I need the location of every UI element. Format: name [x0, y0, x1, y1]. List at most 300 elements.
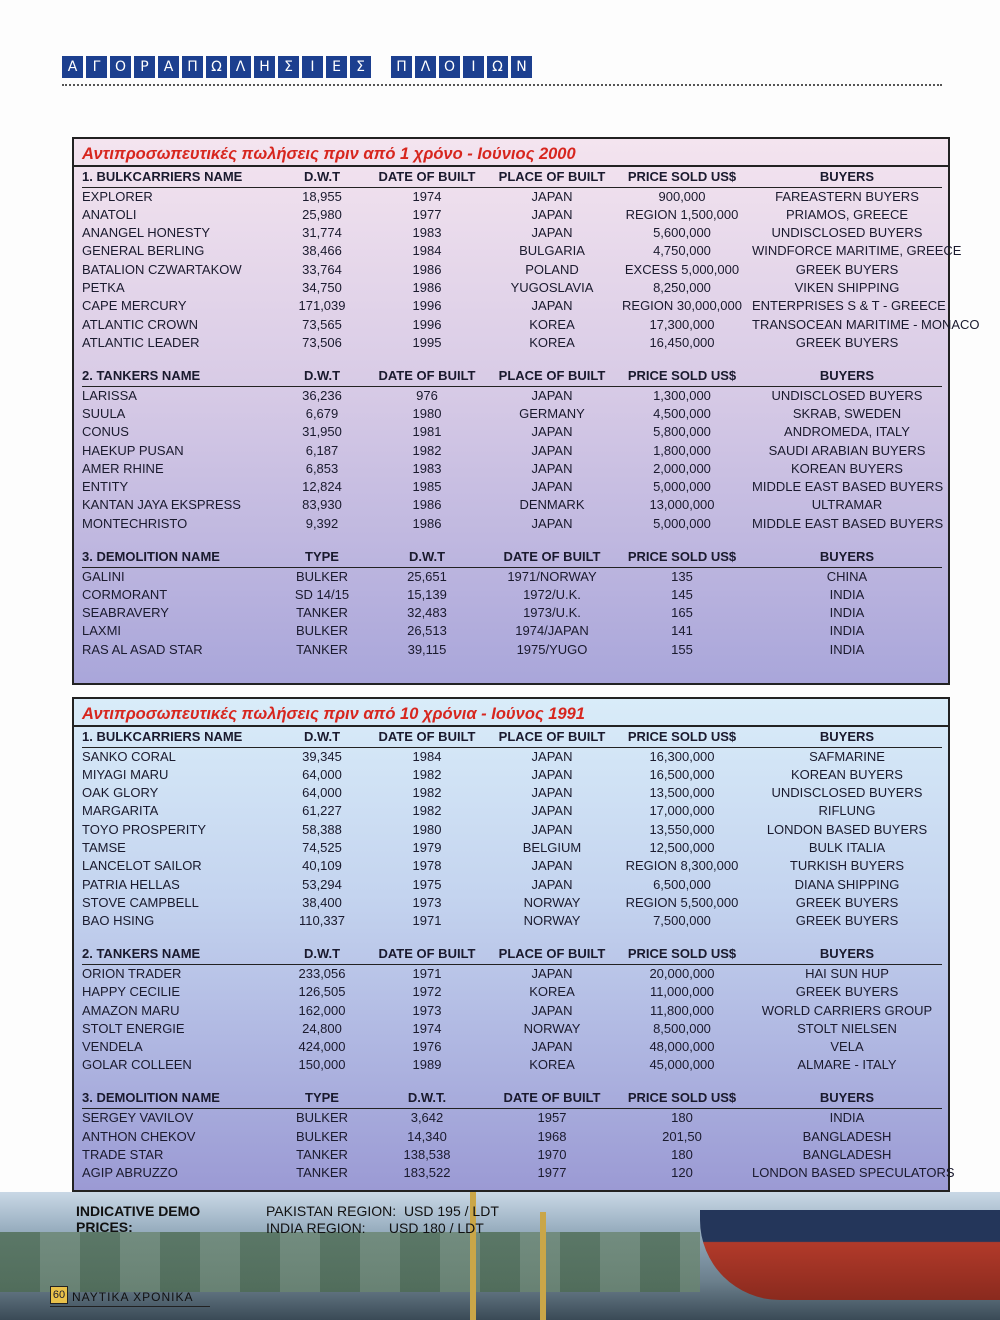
table-cell: RIFLUNG	[818, 803, 876, 819]
table-cell: 73,506	[302, 334, 342, 350]
table-cell: 1974	[412, 1020, 442, 1036]
section-header-bulk	[82, 727, 942, 747]
table-cell: JAPAN	[531, 424, 573, 440]
table-row	[82, 622, 942, 640]
table-row	[82, 912, 942, 930]
column-header: PLACE OF BUILT	[492, 167, 612, 187]
table-cell: 233,056	[298, 965, 346, 981]
column-header: D.W.T	[362, 547, 492, 567]
table-cell: KANTAN JAYA EKSPRESS	[82, 497, 241, 513]
column-header: 2. TANKERS NAME	[82, 944, 282, 964]
table-cell: 32,483	[407, 605, 447, 621]
table-cell: 1,800,000	[653, 442, 711, 458]
table-row	[82, 604, 942, 622]
table-row	[82, 224, 942, 242]
table-cell: INDIA	[829, 586, 865, 602]
table-cell: 1972/U.K.	[523, 586, 581, 602]
table-cell: 1996	[412, 298, 442, 314]
table-cell: GREEK BUYERS	[795, 261, 899, 277]
column-header: D.W.T.	[362, 1089, 492, 1109]
table-cell: ENTITY	[82, 479, 129, 495]
table-cell: 40,109	[302, 858, 342, 874]
column-header: BUYERS	[752, 944, 942, 964]
column-header: BUYERS	[752, 547, 942, 567]
table-cell: 150,000	[298, 1057, 346, 1073]
table-cell: KOREA	[529, 1057, 575, 1073]
table-cell: 64,000	[302, 766, 342, 782]
table-row	[82, 279, 942, 297]
table-cell: JAPAN	[531, 1002, 573, 1018]
table-cell: JAPAN	[531, 821, 573, 837]
table-cell: ANATOLI	[82, 206, 137, 222]
table-cell: 13,500,000	[649, 785, 715, 801]
table-cell: SAUDI ARABIAN BUYERS	[768, 442, 926, 458]
table-cell: 9,392	[305, 515, 339, 531]
panel-title: Αντιπροσωπευτικές πωλήσεις πριν από 10 χρόνια - Ιούνος 1991	[74, 705, 948, 727]
table-cell: ENTERPRISES S & T - GREECE	[752, 298, 946, 314]
table-cell: 1973	[412, 1002, 442, 1018]
table-row	[82, 1056, 942, 1074]
table-cell: 1979	[412, 839, 442, 855]
table-cell: 36,236	[302, 387, 342, 403]
table-cell: 12,500,000	[649, 839, 715, 855]
column-header: PRICE SOLD US$	[612, 1089, 752, 1109]
table-cell: JAPAN	[531, 1039, 573, 1055]
column-header: TYPE	[282, 1089, 362, 1109]
table-cell: HAPPY CECILIE	[82, 984, 181, 1000]
table-cell: BATALION CZWARTAKOW	[82, 261, 242, 277]
table-row	[82, 821, 942, 839]
table-cell: 1972	[412, 984, 442, 1000]
table-row	[82, 478, 942, 496]
table-cell: 1957	[537, 1110, 567, 1126]
column-header: D.W.T	[282, 167, 362, 187]
table-row	[82, 747, 942, 766]
table-cell: BULKER	[295, 568, 349, 584]
table-cell: 48,000,000	[649, 1039, 715, 1055]
table-row	[82, 802, 942, 820]
table-cell: 25,980	[302, 206, 342, 222]
table-cell: JAPAN	[531, 206, 573, 222]
column-header: BUYERS	[752, 167, 942, 187]
table-row	[82, 1109, 942, 1128]
table-row	[82, 1002, 942, 1020]
table-cell: 1983	[412, 225, 442, 241]
table-cell: STOLT ENERGIE	[82, 1020, 185, 1036]
table-cell: UNDISCLOSED BUYERS	[771, 785, 923, 801]
table-cell: 16,450,000	[649, 334, 715, 350]
column-header: 1. BULKCARRIERS NAME	[82, 727, 282, 747]
table-cell: NORWAY	[523, 913, 581, 929]
column-header: PLACE OF BUILT	[492, 366, 612, 386]
table-cell: ANANGEL HONESTY	[82, 225, 211, 241]
table-cell: 24,800	[302, 1020, 342, 1036]
column-header: 3. DEMOLITION NAME	[82, 547, 282, 567]
table-row	[82, 261, 942, 279]
table-row	[82, 334, 942, 352]
table-cell: AMER RHINE	[82, 460, 164, 476]
section-spacer	[82, 352, 942, 366]
table-row	[82, 316, 942, 334]
table-cell: SKRAB, SWEDEN	[792, 405, 902, 421]
table-cell: TRADE STAR	[82, 1146, 164, 1162]
table-row	[82, 297, 942, 315]
table-cell: 180	[671, 1146, 693, 1162]
table-cell: INDIA	[829, 1110, 865, 1126]
table-cell: 1975/YUGO	[516, 641, 588, 657]
table-cell: 39,345	[302, 748, 342, 764]
table-cell: 38,466	[302, 243, 342, 259]
table-cell: 135	[671, 568, 693, 584]
table-cell: BULK ITALIA	[808, 839, 886, 855]
table-cell: LARISSA	[82, 387, 137, 403]
table-row	[82, 1038, 942, 1056]
table-cell: BANGLADESH	[802, 1146, 892, 1162]
table-cell: EXPLORER	[82, 188, 153, 204]
table-row	[82, 206, 942, 224]
table-cell: KOREA	[529, 984, 575, 1000]
table-cell: 138,538	[403, 1146, 451, 1162]
table-cell: 1986	[412, 279, 442, 295]
table-cell: UNDISCLOSED BUYERS	[771, 387, 923, 403]
table-cell: BULKER	[295, 1128, 349, 1144]
table-cell: KOREAN BUYERS	[791, 766, 903, 782]
table-cell: MARGARITA	[82, 803, 159, 819]
table-cell: 1975	[412, 876, 442, 892]
table-cell: 6,679	[305, 405, 339, 421]
column-header: D.W.T	[282, 944, 362, 964]
sales-table	[82, 727, 955, 1182]
column-header: BUYERS	[752, 1089, 942, 1109]
table-cell: CORMORANT	[82, 586, 168, 602]
header-letter-box: Ο	[110, 56, 131, 78]
column-header: PLACE OF BUILT	[492, 944, 612, 964]
table-cell: 6,853	[305, 460, 339, 476]
table-cell: MIDDLE EAST BASED BUYERS	[752, 479, 944, 495]
table-cell: TANKER	[296, 1146, 348, 1162]
table-cell: VELA	[830, 1039, 864, 1055]
table-cell: 1970	[537, 1146, 567, 1162]
table-cell: PRIAMOS, GREECE	[785, 206, 909, 222]
table-cell: 16,500,000	[649, 766, 715, 782]
table-cell: 1968	[537, 1128, 567, 1144]
table-cell: RAS AL ASAD STAR	[82, 641, 203, 657]
table-cell: BAO HSING	[82, 913, 155, 929]
table-cell: 1986	[412, 261, 442, 277]
table-cell: LANCELOT SAILOR	[82, 858, 202, 874]
table-cell: 1985	[412, 479, 442, 495]
table-row	[82, 187, 942, 206]
column-header: DATE OF BUILT	[492, 547, 612, 567]
table-cell: INDIA	[829, 641, 865, 657]
table-cell: SEABRAVERY	[82, 605, 169, 621]
table-cell: 83,930	[302, 497, 342, 513]
column-header: DATE OF BUILT	[492, 1089, 612, 1109]
header-letter-box: Σ	[350, 56, 371, 78]
header-divider	[62, 84, 942, 86]
section-spacer	[82, 930, 942, 944]
table-cell: HAI SUN HUP	[805, 965, 889, 981]
table-cell: 13,000,000	[649, 497, 715, 513]
column-header: D.W.T	[282, 366, 362, 386]
table-row	[82, 1020, 942, 1038]
header-letter-box: Ω	[206, 56, 227, 78]
table-cell: TANKER	[296, 641, 348, 657]
table-cell: INDIA	[829, 623, 865, 639]
table-row	[82, 405, 942, 423]
table-cell: 1983	[412, 460, 442, 476]
table-cell: 74,525	[302, 839, 342, 855]
table-cell: SERGEY VAVILOV	[82, 1110, 194, 1126]
table-cell: REGION 30,000,000	[622, 298, 742, 314]
table-cell: 1982	[412, 766, 442, 782]
table-cell: 180	[671, 1110, 693, 1126]
column-header: PLACE OF BUILT	[492, 727, 612, 747]
table-cell: 126,505	[298, 984, 346, 1000]
table-cell: GENERAL BERLING	[82, 243, 205, 259]
table-cell: TOYO PROSPERITY	[82, 821, 207, 837]
table-cell: TANKER	[296, 605, 348, 621]
table-cell: SANKO CORAL	[82, 748, 176, 764]
table-cell: CHINA	[826, 568, 868, 584]
table-cell: JAPAN	[531, 785, 573, 801]
table-cell: NORWAY	[523, 894, 581, 910]
column-header: DATE OF BUILT	[362, 167, 492, 187]
table-cell: 13,550,000	[649, 821, 715, 837]
table-cell: 8,250,000	[653, 279, 711, 295]
table-cell: VENDELA	[82, 1039, 143, 1055]
section-header-bulk	[82, 167, 942, 187]
table-cell: KOREAN BUYERS	[791, 460, 903, 476]
table-cell: JAPAN	[531, 460, 573, 476]
table-cell: ATLANTIC LEADER	[82, 334, 200, 350]
table-cell: 155	[671, 641, 693, 657]
table-cell: JAPAN	[531, 515, 573, 531]
table-cell: BULKER	[295, 1110, 349, 1126]
section-header-tankers	[82, 944, 942, 964]
column-header: BUYERS	[752, 366, 942, 386]
table-cell: MIYAGI MARU	[82, 766, 169, 782]
table-cell: CAPE MERCURY	[82, 298, 187, 314]
table-cell: JAPAN	[531, 479, 573, 495]
table-cell: 53,294	[302, 876, 342, 892]
india-price: INDIA REGION: USD 180 / LDT	[266, 1220, 484, 1236]
header-letter-box: Ι	[302, 56, 323, 78]
table-cell: 1974/JAPAN	[515, 623, 589, 639]
table-cell: TANKER	[296, 1165, 348, 1181]
table-cell: 20,000,000	[649, 965, 715, 981]
table-cell: 31,774	[302, 225, 342, 241]
table-cell: STOVE CAMPBELL	[82, 894, 199, 910]
column-header: PRICE SOLD US$	[612, 366, 752, 386]
table-row	[82, 876, 942, 894]
table-cell: DENMARK	[519, 497, 585, 513]
column-header: 2. TANKERS NAME	[82, 366, 282, 386]
table-cell: 424,000	[298, 1039, 346, 1055]
table-cell: BANGLADESH	[802, 1128, 892, 1144]
table-cell: SD 14/15	[294, 586, 350, 602]
table-cell: 1971	[412, 965, 442, 981]
table-cell: POLAND	[525, 261, 579, 277]
table-cell: ALMARE - ITALY	[797, 1057, 897, 1073]
table-cell: 17,300,000	[649, 316, 715, 332]
table-cell: 6,500,000	[653, 876, 711, 892]
table-cell: VIKEN SHIPPING	[794, 279, 900, 295]
table-cell: PATRIA HELLAS	[82, 876, 180, 892]
table-cell: KOREA	[529, 316, 575, 332]
header-letter-box: Ω	[487, 56, 508, 78]
table-cell: ANTHON CHEKOV	[82, 1128, 196, 1144]
table-cell: BELGIUM	[522, 839, 582, 855]
table-cell: JAPAN	[531, 188, 573, 204]
table-cell: TAMSE	[82, 839, 126, 855]
header-letter-box: Α	[62, 56, 83, 78]
table-cell: 31,950	[302, 424, 342, 440]
table-cell: 165	[671, 605, 693, 621]
table-row	[82, 442, 942, 460]
header-letter-box: Λ	[230, 56, 251, 78]
table-cell: 11,000,000	[649, 984, 715, 1000]
table-cell: 976	[416, 387, 438, 403]
header-letter-box: Σ	[278, 56, 299, 78]
table-cell: 1981	[412, 424, 442, 440]
magazine-name: ΝΑΥΤΙΚΑ ΧΡΟΝΙΚΑ	[72, 1290, 194, 1304]
table-cell: WINDFORCE MARITIME, GREECE	[752, 243, 962, 259]
column-header: 1. BULKCARRIERS NAME	[82, 167, 282, 187]
table-cell: TURKISH BUYERS	[789, 858, 905, 874]
column-header: PRICE SOLD US$	[612, 727, 752, 747]
table-row	[82, 1128, 942, 1146]
table-cell: LONDON BASED SPECULATORS	[752, 1165, 955, 1181]
table-cell: 26,513	[407, 623, 447, 639]
table-cell: 1973/U.K.	[523, 605, 581, 621]
table-cell: 1995	[412, 334, 442, 350]
table-cell: 1982	[412, 785, 442, 801]
table-cell: 1973	[412, 894, 442, 910]
table-cell: 110,337	[298, 913, 346, 929]
table-cell: DIANA SHIPPING	[794, 876, 900, 892]
table-cell: MONTECHRISTO	[82, 515, 188, 531]
table-cell: 58,388	[302, 821, 342, 837]
table-cell: 45,000,000	[649, 1057, 715, 1073]
table-cell: 1977	[537, 1165, 567, 1181]
table-cell: 11,800,000	[649, 1002, 715, 1018]
sales-panel-2000	[72, 137, 980, 685]
table-cell: TRANSOCEAN MARITIME - MONACO	[752, 316, 980, 332]
table-cell: HAEKUP PUSAN	[82, 442, 184, 458]
header-letter-box: Α	[158, 56, 179, 78]
header-letter-box: Λ	[415, 56, 436, 78]
column-header: PRICE SOLD US$	[612, 547, 752, 567]
table-cell: 145	[671, 586, 693, 602]
table-cell: 16,300,000	[649, 748, 715, 764]
table-cell: 120	[671, 1165, 693, 1181]
table-cell: LAXMI	[82, 623, 122, 639]
section-header-demolition	[82, 547, 942, 567]
table-cell: GREEK BUYERS	[795, 334, 899, 350]
table-row	[82, 641, 942, 659]
table-cell: 34,750	[302, 279, 342, 295]
table-cell: BULGARIA	[519, 243, 585, 259]
table-row	[82, 242, 942, 260]
header-letter-box: Ν	[511, 56, 532, 78]
table-cell: 183,522	[403, 1165, 451, 1181]
table-cell: ANDROMEDA, ITALY	[784, 424, 910, 440]
table-cell: KOREA	[529, 334, 575, 350]
table-cell: 5,800,000	[653, 424, 711, 440]
table-cell: BULKER	[295, 623, 349, 639]
table-row	[82, 983, 942, 1001]
table-cell: 6,187	[305, 442, 339, 458]
table-cell: EXCESS 5,000,000	[624, 261, 740, 277]
table-cell: OAK GLORY	[82, 785, 159, 801]
column-header: PRICE SOLD US$	[612, 167, 752, 187]
table-cell: ATLANTIC CROWN	[82, 316, 199, 332]
table-cell: 17,000,000	[649, 803, 715, 819]
table-cell: UNDISCLOSED BUYERS	[771, 225, 923, 241]
table-cell: 1989	[412, 1057, 442, 1073]
table-cell: GREEK BUYERS	[795, 894, 899, 910]
header-letter-box: Η	[254, 56, 275, 78]
table-row	[82, 894, 942, 912]
table-cell: 64,000	[302, 785, 342, 801]
table-cell: 1996	[412, 316, 442, 332]
table-cell: JAPAN	[531, 876, 573, 892]
table-cell: 15,139	[407, 586, 447, 602]
table-cell: 171,039	[298, 298, 346, 314]
table-cell: JAPAN	[531, 442, 573, 458]
table-cell: 12,824	[302, 479, 342, 495]
table-cell: 61,227	[302, 803, 342, 819]
section-header	[62, 56, 532, 78]
table-cell: 7,500,000	[653, 913, 711, 929]
demo-prices-label: INDICATIVE DEMO PRICES:	[76, 1203, 201, 1235]
table-cell: NORWAY	[523, 1020, 581, 1036]
table-cell: ULTRAMAR	[811, 497, 883, 513]
table-cell: 38,400	[302, 894, 342, 910]
table-cell: STOLT NIELSEN	[797, 1020, 897, 1036]
table-cell: 14,340	[407, 1128, 447, 1144]
table-row	[82, 496, 942, 514]
table-row	[82, 515, 942, 533]
dock-photo	[0, 1232, 700, 1292]
table-cell: 1984	[412, 243, 442, 259]
table-cell: JAPAN	[531, 858, 573, 874]
table-row	[82, 460, 942, 478]
table-row	[82, 423, 942, 441]
ship-hull	[700, 1210, 1000, 1300]
table-cell: 1986	[412, 515, 442, 531]
table-cell: 2,000,000	[653, 460, 711, 476]
table-cell: 1982	[412, 803, 442, 819]
column-header: TYPE	[282, 547, 362, 567]
table-cell: 1977	[412, 206, 442, 222]
table-cell: 1971	[412, 913, 442, 929]
table-cell: 1978	[412, 858, 442, 874]
table-cell: REGION 5,500,000	[625, 894, 739, 910]
table-row	[82, 1146, 942, 1164]
pakistan-price: PAKISTAN REGION: USD 195 / LDT	[266, 1203, 499, 1219]
table-row	[82, 839, 942, 857]
table-cell: 1974	[412, 188, 442, 204]
table-cell: REGION 1,500,000	[625, 206, 739, 222]
column-header: DATE OF BUILT	[362, 944, 492, 964]
table-cell: JAPAN	[531, 748, 573, 764]
table-cell: GERMANY	[519, 405, 585, 421]
table-cell: AGIP ABRUZZO	[82, 1165, 178, 1181]
column-header: PRICE SOLD US$	[612, 944, 752, 964]
table-cell: 141	[671, 623, 693, 639]
